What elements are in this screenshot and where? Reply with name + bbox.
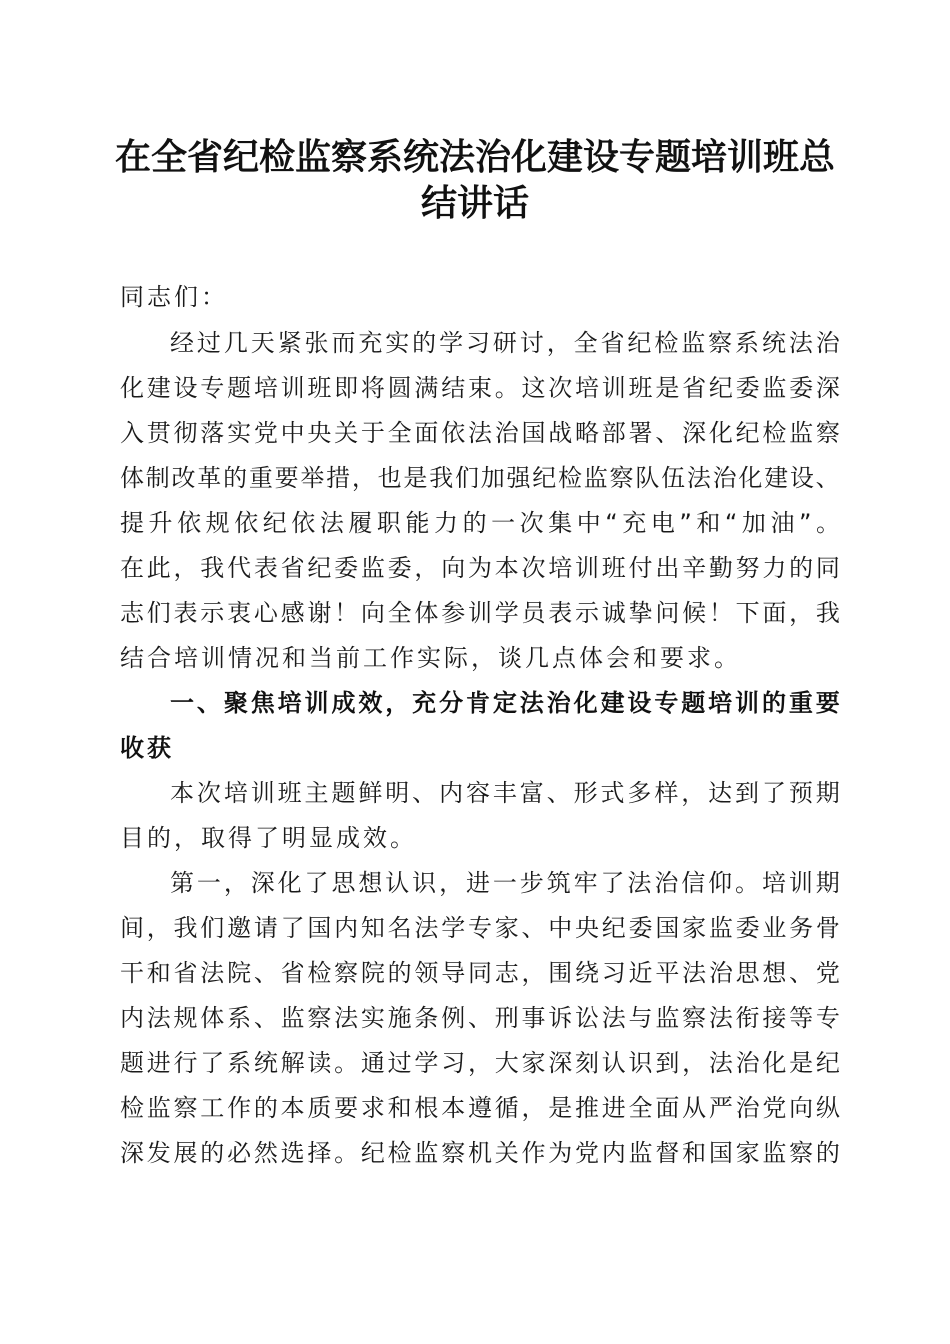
document-title-line-2: 结讲话	[420, 182, 529, 224]
section-heading-line: 收获	[120, 734, 174, 762]
paragraph-1-line: 经 过 几 天 紧 张 而 充 实 的 学 习 研 讨 ， 全 省 纪 检 监 察 系 统 法 治	[170, 329, 840, 357]
paragraph-1-line: 结合培训情况和当前工作实际，谈几点体会和要求。	[120, 644, 741, 672]
salutation: 同志们：	[120, 283, 228, 311]
document-title-line-1: 在全省纪检监察系统法治化建设专题培训班总	[114, 136, 835, 178]
paragraph-1-line: 志 们 表 示 衷 心 感 谢 ！ 向 全 体 参 训 学 员 表 示 诚 挚 问 候 ！ 下 面 ， 我	[120, 599, 840, 627]
paragraph-1-line: 体 制 改 革 的 重 要 举 措 ， 也 是 我 们 加 强 纪 检 监 察 队 伍 法 治 化 建 设 、	[120, 464, 840, 492]
paragraph-1-line: 提 升 依 规 依 纪 依 法 履 职 能 力 的 一 次 集 中 “ 充 电 ” 和 “ 加 油 ” 。	[120, 509, 840, 537]
paragraph-1-line: 入 贯 彻 落 实 党 中 央 关 于 全 面 依 法 治 国 战 略 部 署 、 深 化 纪 检 监 察	[120, 419, 840, 447]
paragraph-3-line: 题 进 行 了 系 统 解 读 。 通 过 学 习 ， 大 家 深 刻 认 识 到 ， 法 治 化 是 纪	[120, 1049, 840, 1077]
paragraph-3-line: 第 一 ， 深 化 了 思 想 认 识 ， 进 一 步 筑 牢 了 法 治 信 仰 。 培 训 期	[170, 869, 840, 897]
paragraph-2-line: 目的，取得了明显成效。	[120, 824, 417, 852]
paragraph-3-line: 间 ， 我 们 邀 请 了 国 内 知 名 法 学 专 家 、 中 央 纪 委 国 家 监 委 业 务 骨	[120, 914, 840, 942]
paragraph-3-line: 干 和 省 法 院 、 省 检 察 院 的 领 导 同 志 ， 围 绕 习 近 平 法 治 思 想 、 党	[120, 959, 840, 987]
paragraph-1-line: 化 建 设 专 题 培 训 班 即 将 圆 满 结 束 。 这 次 培 训 班 是 省 纪 委 监 委 深	[120, 374, 840, 402]
paragraph-3-line: 内 法 规 体 系 、 监 察 法 实 施 条 例 、 刑 事 诉 讼 法 与 监 察 法 衔 接 等 专	[120, 1004, 840, 1032]
paragraph-3-line: 深 发 展 的 必 然 选 择 。 纪 检 监 察 机 关 作 为 党 内 监 督 和 国 家 监 察 的	[120, 1139, 840, 1167]
paragraph-3-line: 检 监 察 工 作 的 本 质 要 求 和 根 本 遵 循 ， 是 推 进 全 面 从 严 治 党 向 纵	[120, 1094, 840, 1122]
paragraph-1-line: 在 此 ， 我 代 表 省 纪 委 监 委 ， 向 为 本 次 培 训 班 付 出 辛 勤 努 力 的 同	[120, 554, 840, 582]
paragraph-2-line: 本 次 培 训 班 主 题 鲜 明 、 内 容 丰 富 、 形 式 多 样 ， 达 到 了 预 期	[170, 779, 840, 807]
section-heading-line: 一 、 聚 焦 培 训 成 效 ， 充 分 肯 定 法 治 化 建 设 专 题 培 训 的 重 要	[170, 689, 840, 717]
